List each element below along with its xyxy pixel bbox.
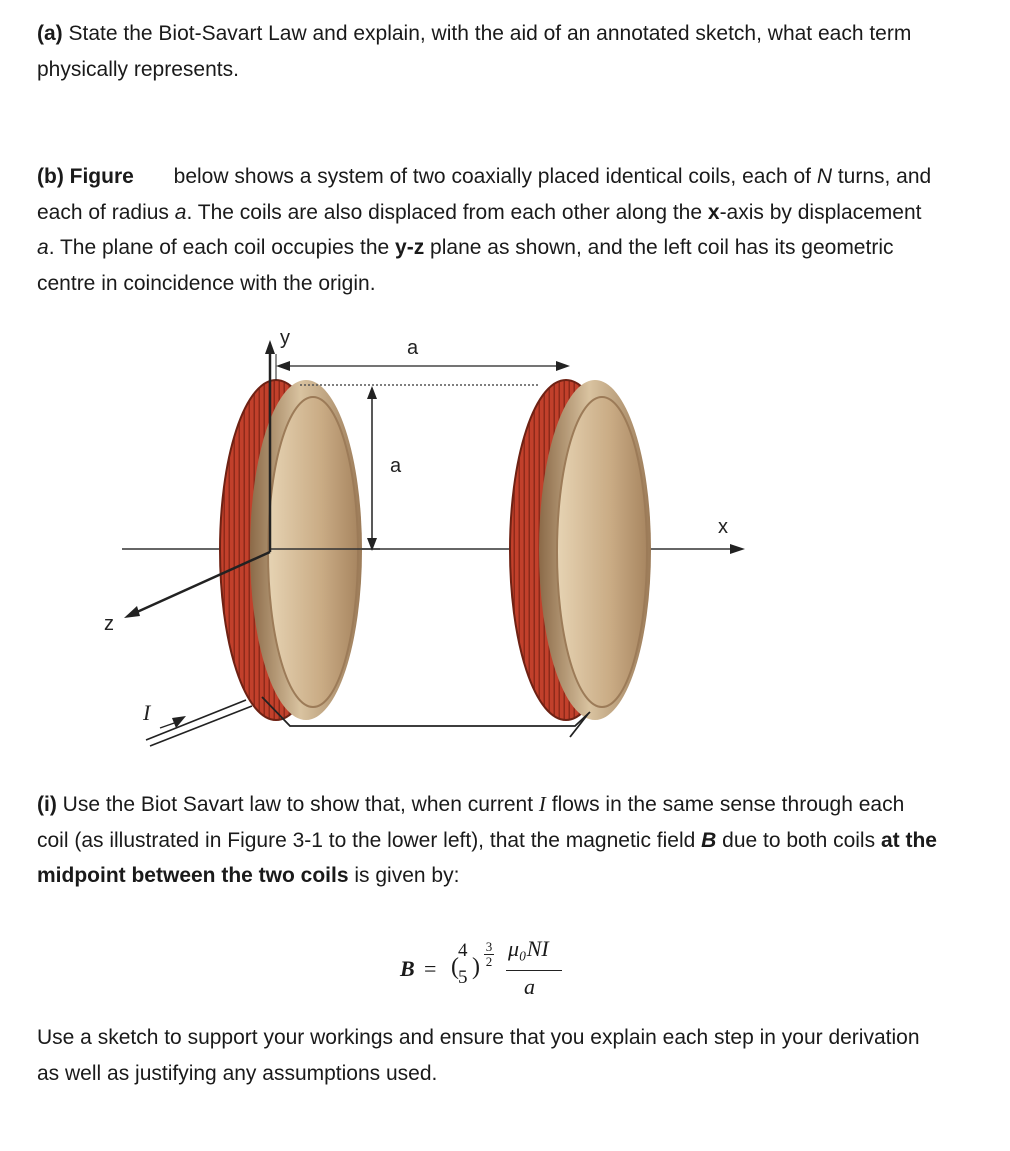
- left-coil: [220, 380, 362, 720]
- part-i-text-3: due to both coils: [716, 828, 881, 852]
- midpoint-emphasis: at the midpoint between the two coils: [37, 828, 937, 887]
- formula-left-paren: (: [451, 954, 459, 980]
- bold-yz: y-z: [395, 236, 425, 259]
- part-b-question: [37, 159, 937, 301]
- formula-numerator: μ₀NI: [508, 936, 549, 961]
- part-b-label: (b) Figure: [37, 165, 134, 188]
- formula-right-paren: ): [472, 954, 480, 980]
- dimension-a-vertical: [367, 386, 377, 551]
- part-i-question: [37, 787, 937, 894]
- z-axis-label: z: [104, 613, 114, 635]
- x-axis: [122, 544, 745, 554]
- x-axis-label: x: [718, 516, 728, 538]
- formula-lhs: B: [400, 956, 415, 981]
- part-i-text-2: flows in the same sense through each coil (as illustrated in Figure 3-1 to the lower left), that the magnetic field: [37, 793, 905, 852]
- part-b-text-4: -axis by displacement: [719, 200, 922, 224]
- right-coil: [510, 380, 651, 720]
- closing-instructions: Use a sketch to support your workings and ensure that you explain each step in your derivation as well as justifying any assumptions used.: [37, 1026, 920, 1085]
- part-b-text-3: . The coils are also displaced from each other along the: [186, 200, 708, 224]
- var-i: I: [538, 792, 546, 816]
- var-a: a: [174, 200, 187, 224]
- var-n: N: [816, 165, 832, 188]
- part-i-text-1: Use the Biot Savart law to show that, when current: [56, 793, 539, 816]
- current-label: I: [143, 700, 151, 725]
- current-lead-wires: [146, 700, 252, 746]
- part-i-label: (i): [37, 793, 57, 816]
- coils-figure: [95, 318, 755, 758]
- part-a-text: State the Biot-Savart Law and explain, with the aid of an annotated sketch, what each term physically represents.: [37, 22, 912, 81]
- part-a-question: [37, 16, 937, 87]
- dimension-a-horizontal: [276, 354, 570, 380]
- formula-denominator: a: [524, 974, 535, 999]
- bold-x: x: [707, 200, 720, 224]
- exponent-denominator: 2: [485, 954, 493, 969]
- part-b-text-6: plane as shown, and the left coil has its geometric centre in coincidence with the origin.: [37, 236, 894, 295]
- formula-fraction-denominator: 5: [458, 967, 468, 988]
- formula-equals: =: [424, 956, 437, 981]
- dimension-a-mid-label: a: [390, 455, 402, 477]
- field-formula: [396, 936, 596, 1006]
- part-b-text-5: . The plane of each coil occupies the: [48, 236, 396, 259]
- y-axis-label: y: [280, 327, 290, 349]
- part-b-text-2: turns, and each of radius: [37, 165, 932, 224]
- var-a: a: [37, 236, 49, 259]
- part-a-label: (a): [37, 22, 63, 45]
- var-b: B: [701, 828, 717, 852]
- dimension-a-top-label: a: [407, 337, 419, 359]
- part-i-text-4: is given by:: [348, 864, 460, 887]
- part-b-text-1: below shows a system of two coaxially placed identical coils, each of: [167, 165, 817, 188]
- formula-fraction-numerator: 4: [458, 940, 468, 961]
- formula-fraction-bar: [506, 970, 562, 971]
- formula-exponent: [484, 940, 494, 969]
- exponent-numerator: 3: [485, 939, 493, 954]
